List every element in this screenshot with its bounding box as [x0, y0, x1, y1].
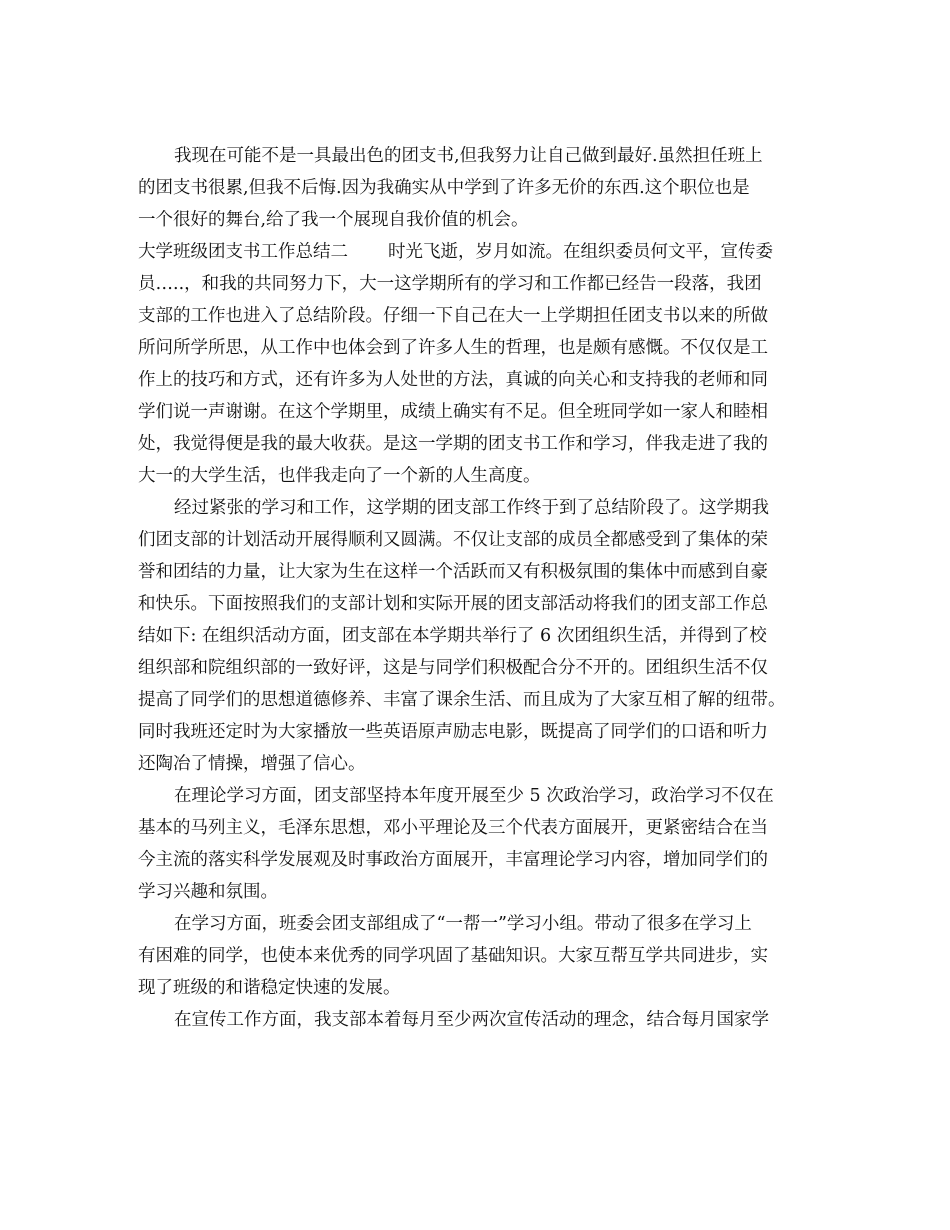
text-segment: 时光飞逝，岁月如流。在组织委员何文平，宣传委	[388, 242, 773, 262]
text-line: 在理论学习方面，团支部坚持本年度开展至少 5 次政治学习，政治学习不仅在	[174, 786, 774, 806]
text-line: 有困难的同学，也使本来优秀的同学巩固了基础知识。大家互帮互学共同进步，实	[138, 946, 768, 966]
document-body	[138, 140, 816, 1036]
text-line: 大一的大学生活，也伴我走向了一个新的人生高度。	[138, 466, 541, 486]
text-line: 员…..，和我的共同努力下，大一这学期所有的学习和工作都已经告一段落，我团	[138, 274, 762, 294]
text-line: 今主流的落实科学发展观及时事政治方面展开，丰富理论学习内容，增加同学们的	[138, 850, 768, 870]
text-line: 组织部和院组织部的一致好评，这是与同学们积极配合分不开的。团组织生活不仅	[138, 658, 768, 678]
text-line: 在宣传工作方面，我支部本着每月至少两次宣传活动的理念，结合每月国家学	[174, 1010, 769, 1030]
text-line: 学习兴趣和氛围。	[138, 882, 278, 902]
text-line: 基本的马列主义，毛泽东思想，邓小平理论及三个代表方面展开，更紧密结合在当	[138, 818, 768, 838]
text-line: 同时我班还定时为大家播放一些英语原声励志电影，既提高了同学们的口语和听力	[138, 722, 768, 742]
text-line: 现了班级的和谐稳定快速的发展。	[138, 978, 401, 998]
text-line: 经过紧张的学习和工作，这学期的团支部工作终于到了总结阶段了。这学期我	[174, 498, 769, 518]
text-line: 在学习方面，班委会团支部组成了“一帮一”学习小组。带动了很多在学习上	[174, 914, 752, 934]
text-line: 处，我觉得便是我的最大收获。是这一学期的团支书工作和学习，伴我走进了我的	[138, 434, 768, 454]
text-line: 一个很好的舞台,给了我一个展现自我价值的机会。	[138, 210, 529, 230]
text-line: 所问所学所思，从工作中也体会到了许多人生的哲理，也是颇有感慨。不仅仅是工	[138, 338, 768, 358]
text-line: 和快乐。下面按照我们的支部计划和实际开展的团支部活动将我们的团支部工作总	[138, 594, 768, 614]
section-heading-line	[138, 236, 816, 268]
text-line: 们团支部的计划活动开展得顺利又圆满。不仅让支部的成员全都感受到了集体的荣	[138, 530, 768, 550]
text-line: 还陶冶了情操，增强了信心。	[138, 754, 366, 774]
text-line: 誉和团结的力量，让大家为生在这样一个活跃而又有积极氛围的集体中而感到自豪	[138, 562, 768, 582]
text-line: 学们说一声谢谢。在这个学期里，成绩上确实有不足。但全班同学如一家人和睦相	[138, 402, 768, 422]
text-line: 结如下: 在组织活动方面，团支部在本学期共举行了 6 次团组织生活，并得到了校	[138, 626, 767, 646]
section-title: 大学班级团支书工作总结二	[138, 242, 348, 262]
text-line: 的团支书很累,但我不后悔.因为我确实从中学到了许多无价的东西.这个职位也是	[138, 178, 750, 198]
text-line: 提高了同学们的思想道德修养、丰富了课余生活、而且成为了大家互相了解的纽带。	[138, 690, 786, 710]
text-line: 我现在可能不是一具最出色的团支书,但我努力让自己做到最好.虽然担任班上	[174, 146, 763, 166]
text-line: 作上的技巧和方式，还有许多为人处世的方法，真诚的向关心和支持我的老师和同	[138, 370, 768, 390]
text-line: 支部的工作也进入了总结阶段。仔细一下自己在大一上学期担任团支书以来的所做	[138, 306, 768, 326]
